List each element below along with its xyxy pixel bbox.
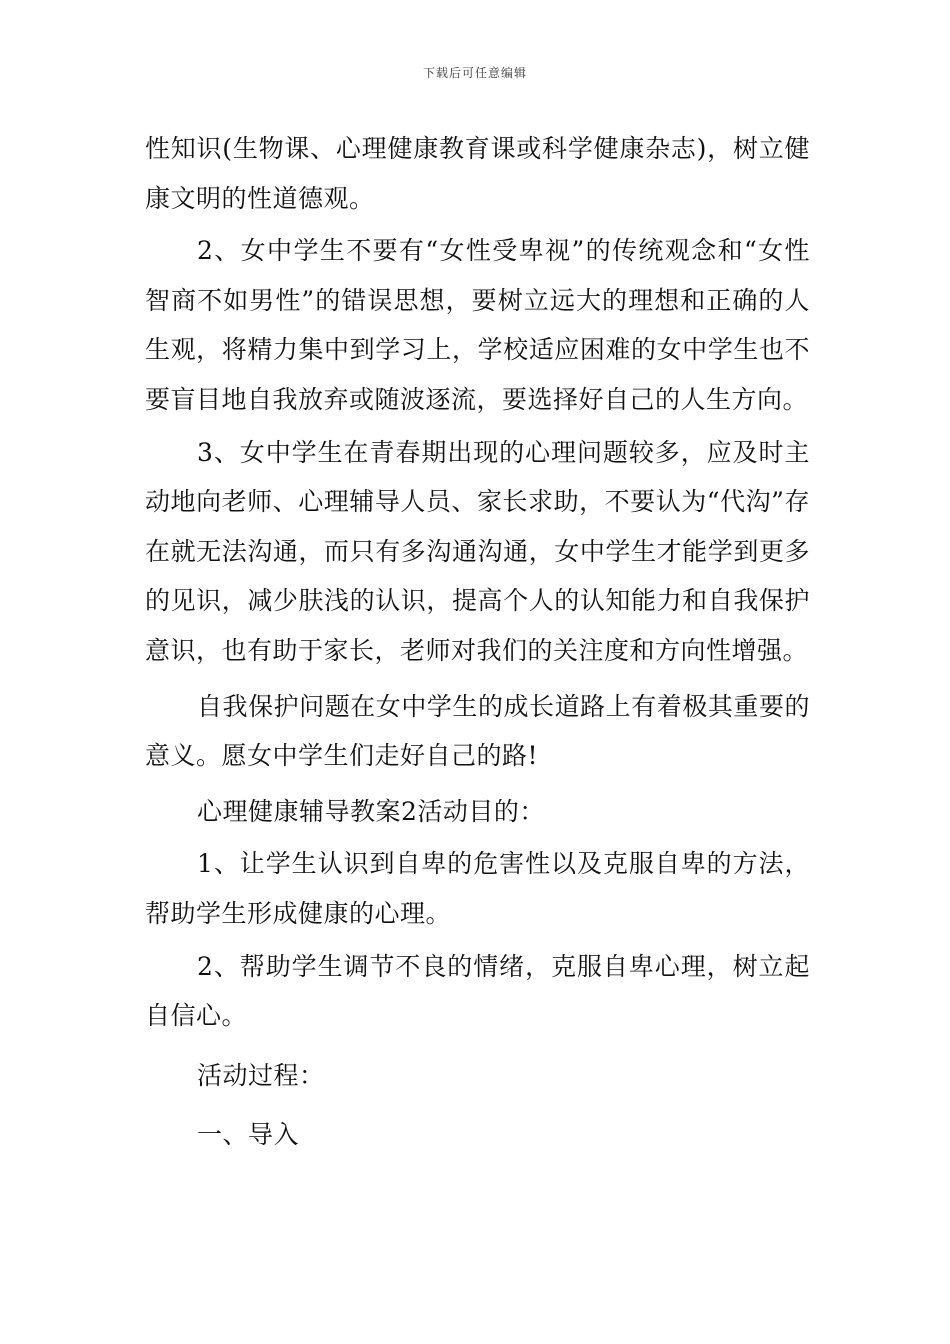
paragraph-goal-1: 1、让学生认识到自卑的危害性以及克服自卑的方法，帮助学生形成健康的心理。 <box>145 849 810 928</box>
paragraph-continuation: 性知识(生物课、心理健康教育课或科学健康杂志)，树立健康文明的性道德观。 <box>145 134 810 213</box>
section-title-lesson-plan-2: 心理健康辅导教案2活动目的： <box>197 796 545 826</box>
paragraph-goal-2: 2、帮助学生调节不良的情绪，克服自卑心理，树立起自信心。 <box>145 951 810 1031</box>
paragraph-point-3: 3、女中学生在青春期出现的心理问题较多，应及时主动地向老师、心理辅导人员、家长求助，不要认为“代沟”存在就无法沟通，而只有多沟通沟通，女中学生才能学到更多的见识，减少肤浅的认识，提高个人的认知能力和自我保护意识，也有助于家长，老师对我们的关注度和方向性增强。 <box>145 437 810 665</box>
paragraph-conclusion: 自我保护问题在女中学生的成长道路上有着极其重要的意义。愿女中学生们走好自己的路! <box>145 691 810 771</box>
paragraph-point-2: 2、女中学生不要有“女性受卑视”的传统观念和“女性智商不如男性”的错误思想，要树立远大的理想和正确的人生观，将精力集中到学习上，学校适应困难的女中学生也不要盲目地自我放弃或随波逐流，要选择好自己的人生方向。 <box>145 236 810 414</box>
heading-introduction: 一、导入 <box>197 1120 300 1150</box>
heading-activity-process: 活动过程： <box>197 1060 325 1090</box>
page-header-note: 下载后可任意编辑 <box>422 66 527 80</box>
document-body <box>145 124 810 1160</box>
